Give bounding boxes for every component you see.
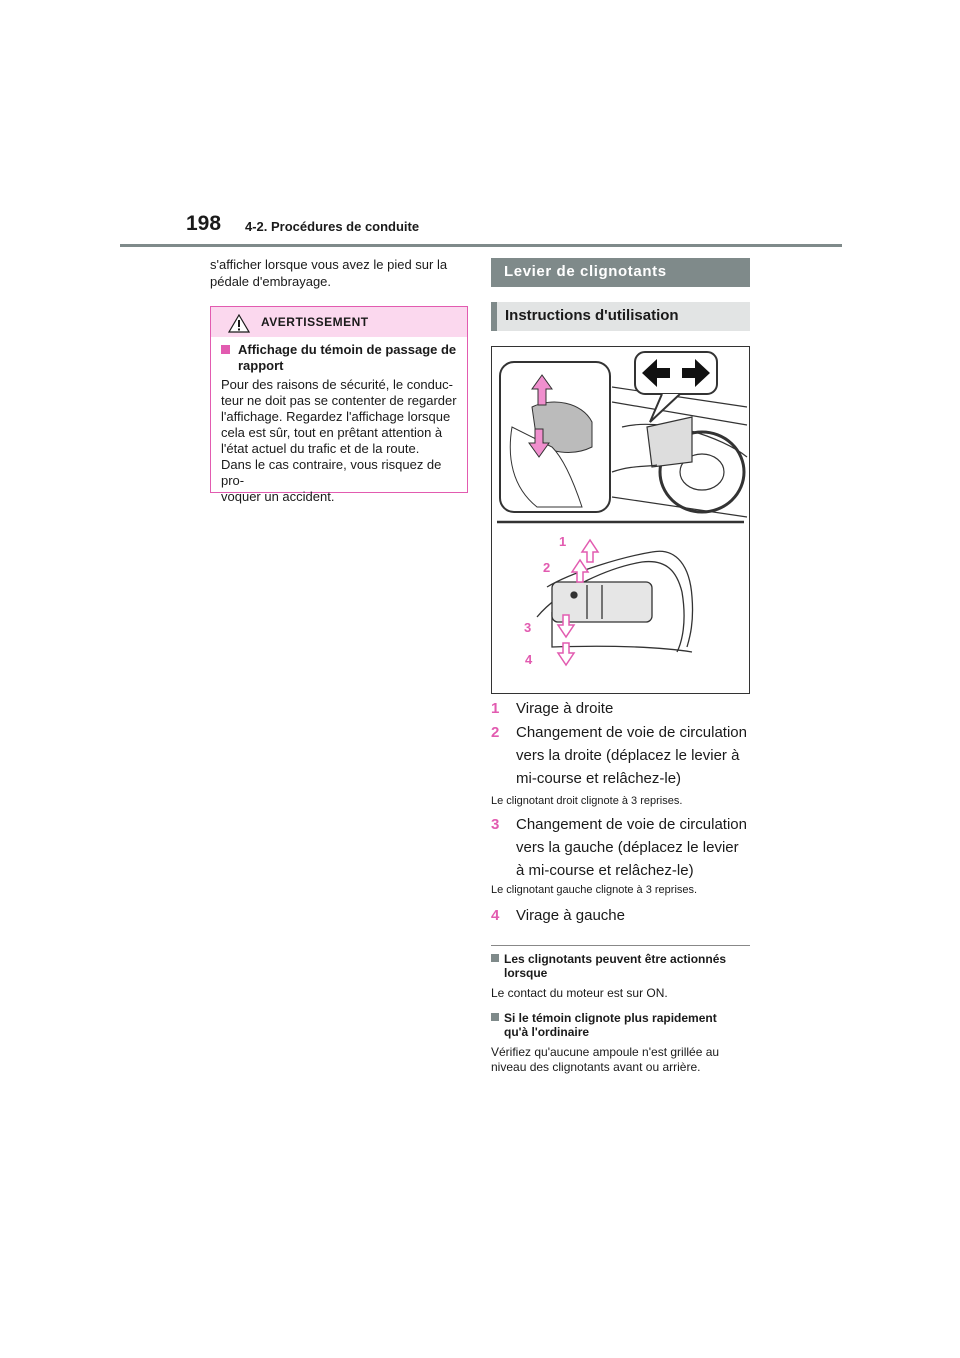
warning-line: l'affichage. Regardez l'affichage lorsque xyxy=(221,409,451,424)
warning-line: teur ne doit pas se contenter de regarder xyxy=(221,393,457,408)
figure-label-3: 3 xyxy=(524,620,532,635)
position-2-arrow-icon xyxy=(572,560,588,582)
info-text-2: Vérifiez qu'aucune ampoule n'est grillée au niveau des clignotants avant ou arrière. xyxy=(491,1045,720,1074)
note-left: Le clignotant gauche clignote à 3 reprises. xyxy=(491,884,698,896)
chapter-title: 4-2. Procédures de conduite xyxy=(245,219,420,234)
warning-box xyxy=(210,306,468,504)
page-number: 198 xyxy=(186,212,222,235)
info-text-1: Le contact du moteur est sur ON. xyxy=(491,986,668,1000)
bullet-square-icon xyxy=(491,1013,499,1021)
warning-line: voquer un accident. xyxy=(221,489,335,504)
warning-line: cela est sûr, tout en prêtant attention à xyxy=(221,425,443,440)
step-1: 1 Virage à droite xyxy=(491,700,614,717)
warning-subtitle: Affichage du témoin de passage de rapport xyxy=(221,342,461,374)
position-1-arrow-icon xyxy=(582,540,598,562)
info-title-2: Si le témoin clignote plus rapidement qu'à l'ordinaire xyxy=(491,1011,753,1039)
lever-illustration xyxy=(492,347,749,693)
warning-triangle-icon xyxy=(228,314,250,333)
note-right: Le clignotant droit clignote à 3 reprises. xyxy=(491,795,683,807)
intro-text: s'afficher lorsque vous avez le pied sur la pédale d'embrayage. xyxy=(210,257,448,289)
direction-arrows-callout xyxy=(635,352,717,422)
figure-label-4: 4 xyxy=(525,652,533,667)
subsection-accent xyxy=(491,302,497,331)
figure-label-2: 2 xyxy=(543,560,551,575)
step-3: 3 Changement de voie de circulation vers la gauche (déplacez le levier à mi-course et relâchez-le) xyxy=(491,816,747,879)
turn-signal-lever-figure xyxy=(491,346,750,694)
step-4: 4 Virage à gauche xyxy=(491,907,625,924)
warning-line: Dans le cas contraire, vous risquez de pro- xyxy=(221,457,442,488)
header-rule xyxy=(120,244,842,247)
bullet-square-icon xyxy=(491,954,499,962)
subsection-heading: Instructions d'utilisation xyxy=(491,302,750,331)
figure-label-1: 1 xyxy=(559,534,567,549)
section-heading: Levier de clignotants xyxy=(491,258,750,287)
info-title-1: Les clignotants peuvent être actionnés lorsque xyxy=(491,952,753,980)
warning-title: AVERTISSEMENT xyxy=(261,315,369,329)
warning-line: Pour des raisons de sécurité, le conduc- xyxy=(221,377,453,392)
hand-inset xyxy=(500,362,610,512)
warning-line: l'état actuel du trafic et de la route. xyxy=(221,441,420,456)
bullet-square-icon xyxy=(221,345,230,354)
warning-body xyxy=(221,377,461,505)
info-divider xyxy=(491,945,750,946)
step-2: 2 Changement de voie de circulation vers la droite (déplacez le levier à mi-course et relâchez-le) xyxy=(491,724,747,787)
warning-header xyxy=(211,307,467,337)
lever-detail xyxy=(537,551,693,652)
dashboard-illustration xyxy=(612,387,747,517)
